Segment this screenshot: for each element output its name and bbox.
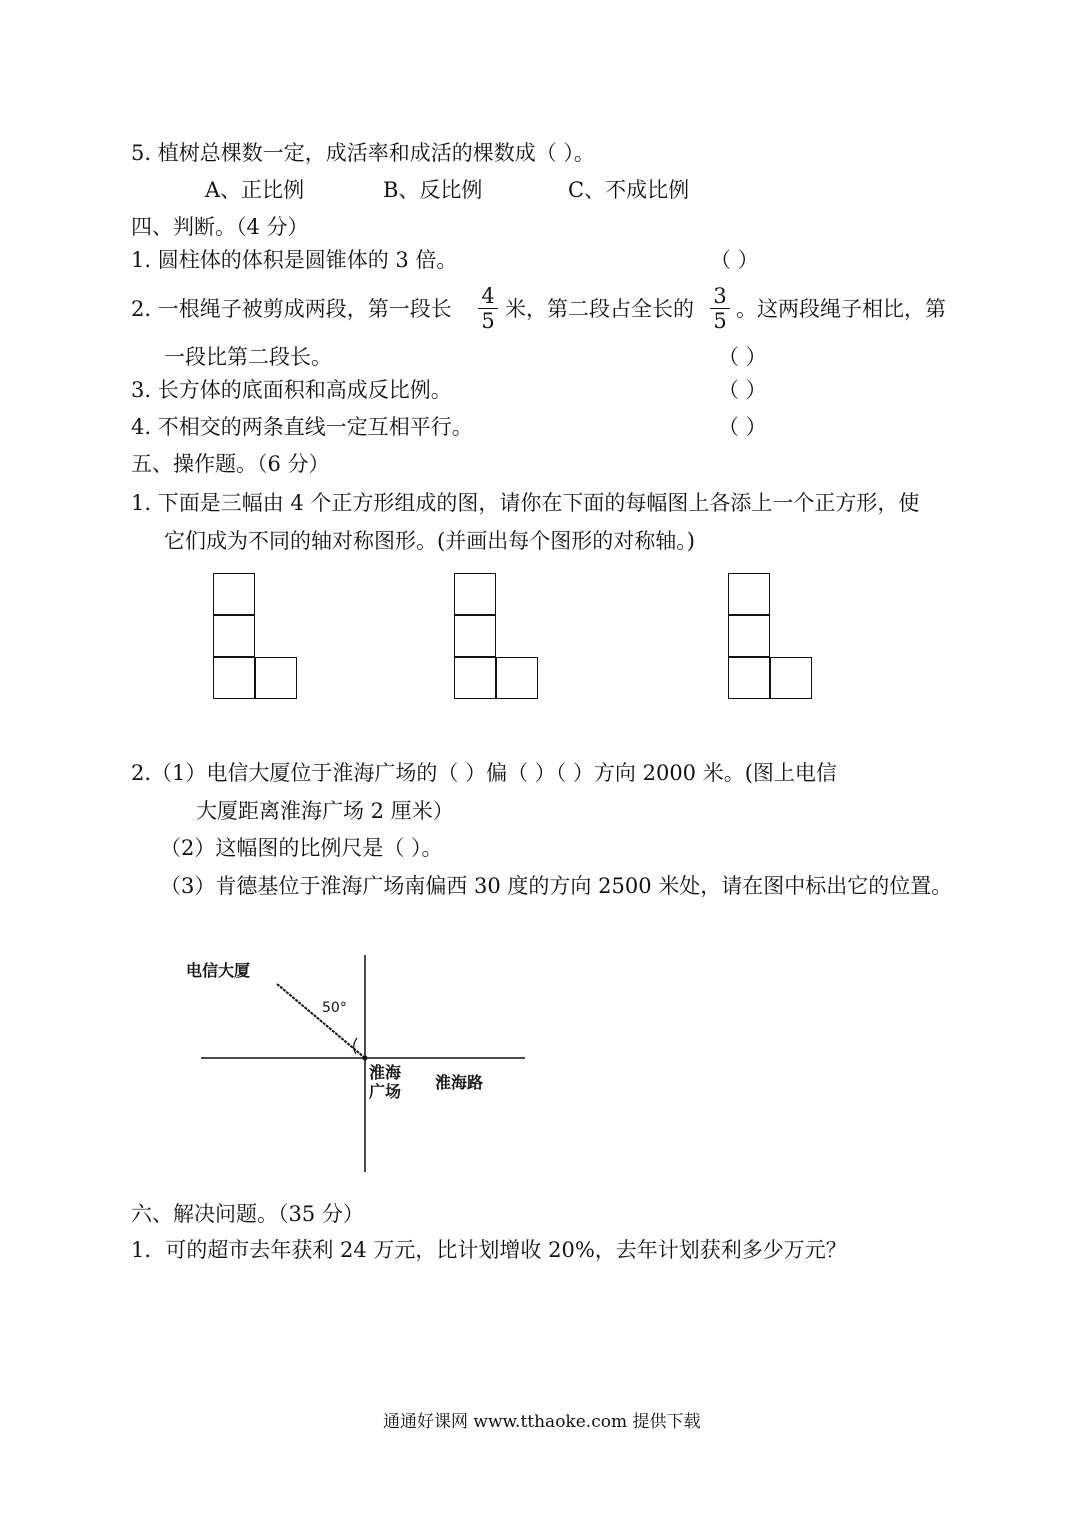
section6-title: 六、解决问题。（35 分） bbox=[131, 1202, 364, 1226]
figure-square bbox=[213, 573, 255, 615]
s5-q2-part3: （3）肯德基位于淮海广场南偏西 30 度的方向 2500 米处，请在图中标出它的位置。 bbox=[160, 874, 953, 898]
figure-square bbox=[213, 615, 255, 657]
s4-item2-text-a: 2. 一根绳子被剪成两段，第一段长 bbox=[131, 297, 452, 321]
s4-item2-text-d: 一段比第二段长。 bbox=[164, 345, 332, 369]
fraction-four-fifths bbox=[478, 284, 498, 333]
figure-square bbox=[454, 615, 496, 657]
s4-item3-text: 3. 长方体的底面积和高成反比例。 bbox=[131, 378, 452, 402]
s4-item1-text: 1. 圆柱体的体积是圆锥体的 3 倍。 bbox=[131, 248, 458, 272]
label-building: 电信大厦 bbox=[186, 961, 251, 980]
s4-item1-blank: （ ） bbox=[710, 248, 759, 272]
square-point bbox=[363, 1056, 368, 1061]
label-square-2: 广场 bbox=[369, 1082, 402, 1101]
q5-option-c: C、不成比例 bbox=[568, 178, 690, 202]
map-diagram bbox=[180, 950, 540, 1180]
section4-title: 四、判断。（4 分） bbox=[131, 215, 309, 239]
figure-square bbox=[213, 657, 255, 699]
q5-option-b: B、反比例 bbox=[383, 178, 483, 202]
s5-q1-line1: 1. 下面是三幅由 4 个正方形组成的图，请你在下面的每幅图上各添上一个正方形，使 bbox=[131, 491, 920, 515]
s4-item3-blank: （ ） bbox=[718, 378, 767, 402]
figure-square bbox=[728, 573, 770, 615]
fraction1-numerator: 4 bbox=[478, 284, 498, 309]
s5-q2-line1: 2.（1）电信大厦位于淮海广场的（ ）偏（ ）（ ）方向 2000 米。(图上电信 bbox=[131, 761, 837, 785]
fraction1-denominator: 5 bbox=[481, 309, 495, 333]
label-road: 淮海路 bbox=[435, 1073, 484, 1092]
s5-q2-line2: 大厦距离淮海广场 2 厘米） bbox=[196, 799, 454, 823]
figure-square bbox=[770, 657, 812, 699]
q5-stem: 5. 植树总棵数一定，成活率和成活的棵数成（ ）。 bbox=[131, 141, 595, 165]
label-square-1: 淮海 bbox=[369, 1063, 402, 1082]
q5-option-a: A、正比例 bbox=[205, 178, 305, 202]
figure-square bbox=[728, 657, 770, 699]
s5-q1-line2: 它们成为不同的轴对称图形。(并画出每个图形的对称轴。) bbox=[164, 529, 695, 553]
fraction2-numerator: 3 bbox=[710, 284, 730, 309]
fraction2-denominator: 5 bbox=[713, 309, 727, 333]
s6-q1: 1．可的超市去年获利 24 万元，比计划增收 20%，去年计划获利多少万元？ bbox=[131, 1238, 847, 1262]
building-direction-line bbox=[277, 984, 365, 1058]
figure-square bbox=[454, 573, 496, 615]
figure-square bbox=[728, 615, 770, 657]
fraction-three-fifths bbox=[710, 284, 730, 333]
page-footer: 通通好课网 www.tthaoke.com 提供下载 bbox=[383, 1412, 701, 1432]
s4-item4-text: 4. 不相交的两条直线一定互相平行。 bbox=[131, 415, 473, 439]
s4-item2-blank: （ ） bbox=[718, 345, 767, 369]
s4-item2-text-c: 。这两段绳子相比，第 bbox=[736, 297, 946, 321]
s4-item4-blank: （ ） bbox=[718, 415, 767, 439]
section5-title: 五、操作题。（6 分） bbox=[131, 452, 330, 476]
label-angle: 50° bbox=[322, 1000, 347, 1016]
figure-square bbox=[454, 657, 496, 699]
s4-item2-text-b: 米，第二段占全长的 bbox=[505, 297, 694, 321]
s5-q2-part2: （2）这幅图的比例尺是（ ）。 bbox=[160, 836, 443, 860]
figure-square bbox=[496, 657, 538, 699]
figure-square bbox=[255, 657, 297, 699]
